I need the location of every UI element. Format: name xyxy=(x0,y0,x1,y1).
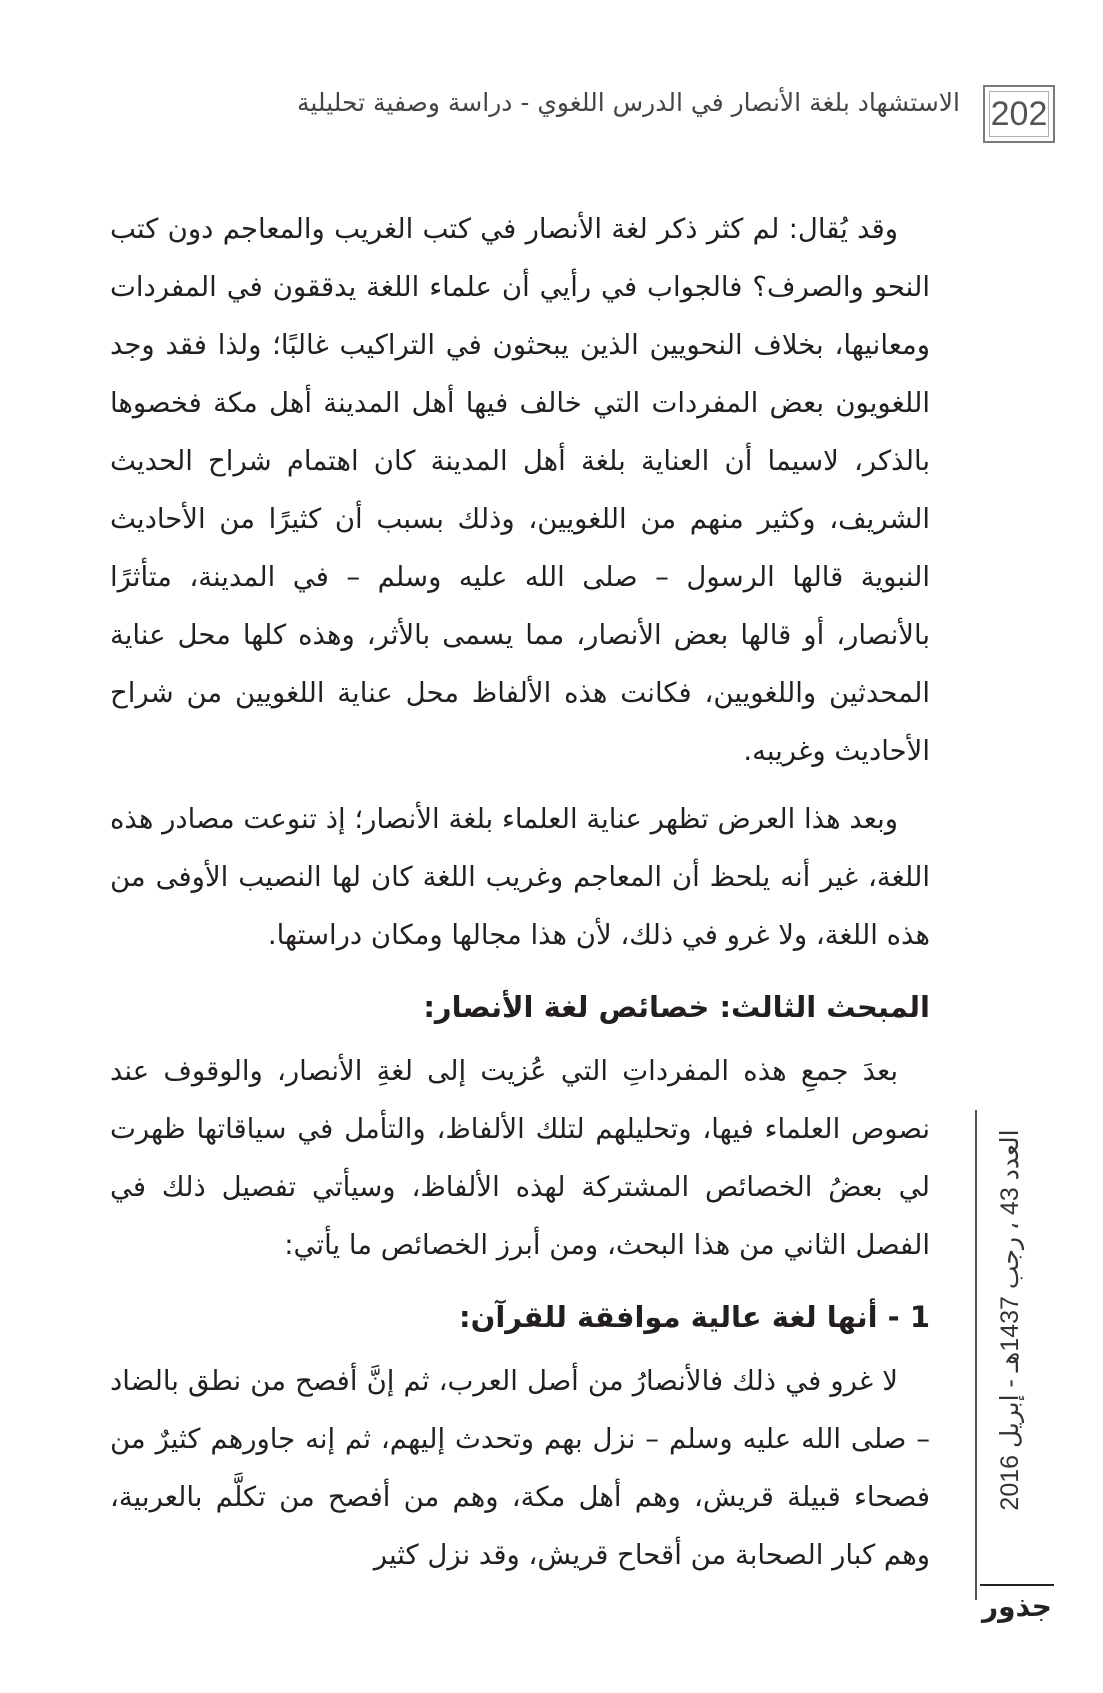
margin-divider xyxy=(975,1110,977,1600)
paragraph: بعدَ جمعِ هذه المفرداتِ التي عُزيت إلى لغةِ الأنصار، والوقوف عند نصوص العلماء فيها، وتحليلهم لتلك الألفاظ، والتأمل في سياقاتها ظهرت لي بعضُ الخصائص المشتركة لهذه الألفاظ، وسيأتي تفصيل ذلك في الفصل الثاني من هذا البحث، ومن أبرز الخصائص ما يأتي: xyxy=(110,1055,930,1261)
paragraph: وبعد هذا العرض تظهر عناية العلماء بلغة الأنصار؛ إذ تنوعت مصادر هذه اللغة، غير أنه يلحظ أن المعاجم وغريب اللغة كان لها النصيب الأوفى من هذه اللغة، ولا غرو في ذلك، لأن هذا مجالها ومكان دراستها. xyxy=(110,803,930,951)
running-title: الاستشهاد بلغة الأنصار في الدرس اللغوي - دراسة وصفية تحليلية xyxy=(296,88,960,117)
page-number: 202 xyxy=(983,85,1055,143)
journal-logo: جذور xyxy=(972,1590,1062,1640)
subsection-heading: 1 - أنها لغة عالية موافقة للقرآن: xyxy=(459,1300,930,1334)
section-heading: المبحث الثالث: خصائص لغة الأنصار: xyxy=(423,990,930,1024)
paragraph: لا غرو في ذلك فالأنصارُ من أصل العرب، ثم إنَّ أفصح من نطق بالضاد – صلى الله عليه وسلم – نزل بهم وتحدث إليهم، ثم إنه جاورهم كثيرٌ من فصحاء قبيلة قريش، وهم أهل مكة، وهم من أفصح من تكلَّم بالعربية، وهم كبار الصحابة من أقحاح قريش، وقد نزل كثير xyxy=(110,1365,930,1571)
paragraph: وقد يُقال: لم كثر ذكر لغة الأنصار في كتب الغريب والمعاجم دون كتب النحو والصرف؟ فالجواب في رأيي أن علماء اللغة يدققون في المفردات ومعانيها، بخلاف النحويين الذين يبحثون في التراكيب غالبًا؛ ولذا فقد وجد اللغويون بعض المفردات التي خالف فيها أهل المدينة أهل مكة فخصوها بالذكر، لاسيما أن العناية بلغة أهل المدينة كان اهتمام شراح الحديث الشريف، وكثير منهم من اللغويين، وذلك بسبب أن كثيرًا من الأحاديث النبوية قالها الرسول – صلى الله عليه وسلم – في المدينة، متأثرًا بالأنصار، أو قالها بعض الأنصار، مما يسمى بالأثر، وهذه كلها محل عناية المحدثين واللغويين، فكانت هذه الألفاظ محل عناية اللغويين من شراح الأحاديث وغريبه. xyxy=(110,213,930,767)
issue-info: العدد 43 ، رجب 1437هـ - إبريل 2016 xyxy=(996,1129,1024,1511)
article-body xyxy=(110,200,930,1594)
